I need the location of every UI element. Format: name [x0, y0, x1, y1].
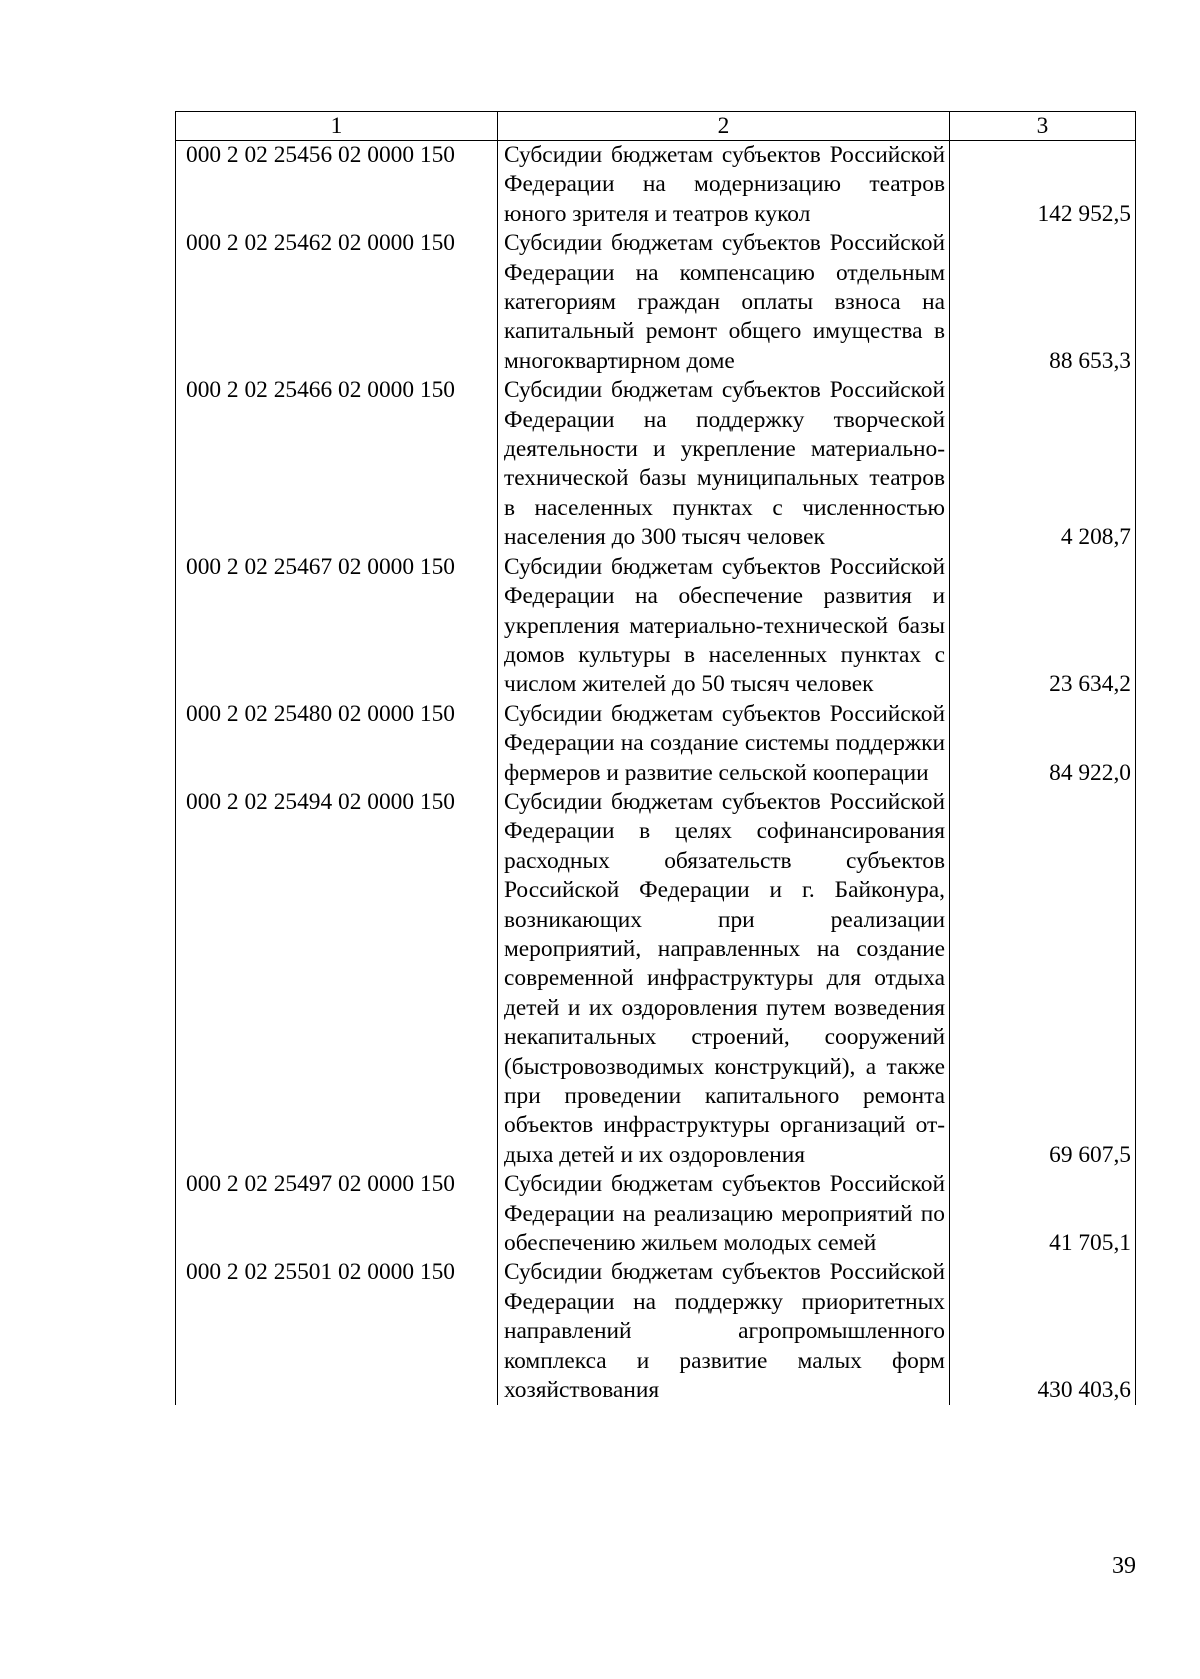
row-description: Субсидии бюджетам субъектов Российской Федерации на поддержку творческой деятельности и укрепление материально-технической базы муниципальных театров в населенных пунктах с численностью населения до 300 тысяч человек [498, 376, 950, 552]
row-amount: 430 403,6 [950, 1258, 1136, 1405]
budget-code: 000 2 02 25501 02 0000 150 [176, 1258, 498, 1405]
row-amount: 23 634,2 [950, 553, 1136, 700]
row-description: Субсидии бюджетам субъектов Российской Федерации на поддержку приоритетных направлений агропромышленного комплекса и развитие малых форм хозяйствования [498, 1258, 950, 1405]
row-amount: 69 607,5 [950, 788, 1136, 1170]
table-row [176, 376, 1136, 552]
row-description: Субсидии бюджетам субъектов Российской Федерации в целях софинансирования расходных обязательств субъектов Российской Федерации и г. Байконура, возникающих при реализации мероприятий, направленных на создание современной инфраструктуры для отдыха детей и их оздоровления путем возведения некапитальных строений, сооружений (быстровозводимых конструкций), а также при проведении капитального ремонта объектов инфраструктуры организаций отдыха детей и их оздоровления [498, 788, 950, 1170]
page-number: 39 [1112, 1553, 1136, 1579]
budget-code: 000 2 02 25494 02 0000 150 [176, 788, 498, 1170]
table-row [176, 229, 1136, 376]
budget-code: 000 2 02 25480 02 0000 150 [176, 700, 498, 788]
row-description: Субсидии бюджетам субъектов Российской Федерации на компенсацию отдельным категориям граждан оплаты взноса на капитальный ремонт общего имущества в многоквартирном доме [498, 229, 950, 376]
row-amount: 142 952,5 [950, 141, 1136, 230]
table-row [176, 141, 1136, 230]
budget-code: 000 2 02 25466 02 0000 150 [176, 376, 498, 552]
row-amount: 88 653,3 [950, 229, 1136, 376]
row-amount: 4 208,7 [950, 376, 1136, 552]
column-header-3: 3 [950, 112, 1136, 141]
table-row [176, 1170, 1136, 1258]
table-row [176, 553, 1136, 700]
column-header-1: 1 [176, 112, 498, 141]
row-description: Субсидии бюджетам субъектов Российской Федерации на обеспечение развития и укрепления материально-технической базы домов культуры в населенных пунктах с числом жителей до 50 тысяч человек [498, 553, 950, 700]
row-description: Субсидии бюджетам субъектов Российской Федерации на реализацию мероприятий по обеспечению жильем молодых семей [498, 1170, 950, 1258]
column-header-2: 2 [498, 112, 950, 141]
budget-code: 000 2 02 25497 02 0000 150 [176, 1170, 498, 1258]
row-description: Субсидии бюджетам субъектов Российской Федерации на создание системы поддержки фермеров и развитие сельской кооперации [498, 700, 950, 788]
table-header-row [176, 112, 1136, 141]
budget-code: 000 2 02 25467 02 0000 150 [176, 553, 498, 700]
row-amount: 41 705,1 [950, 1170, 1136, 1258]
row-amount: 84 922,0 [950, 700, 1136, 788]
row-description: Субсидии бюджетам субъектов Российской Федерации на модернизацию театров юного зрителя и театров кукол [498, 141, 950, 230]
table-row [176, 1258, 1136, 1405]
budget-code: 000 2 02 25462 02 0000 150 [176, 229, 498, 376]
table-row [176, 788, 1136, 1170]
budget-code: 000 2 02 25456 02 0000 150 [176, 141, 498, 230]
table-row [176, 700, 1136, 788]
budget-table [175, 111, 1136, 1405]
